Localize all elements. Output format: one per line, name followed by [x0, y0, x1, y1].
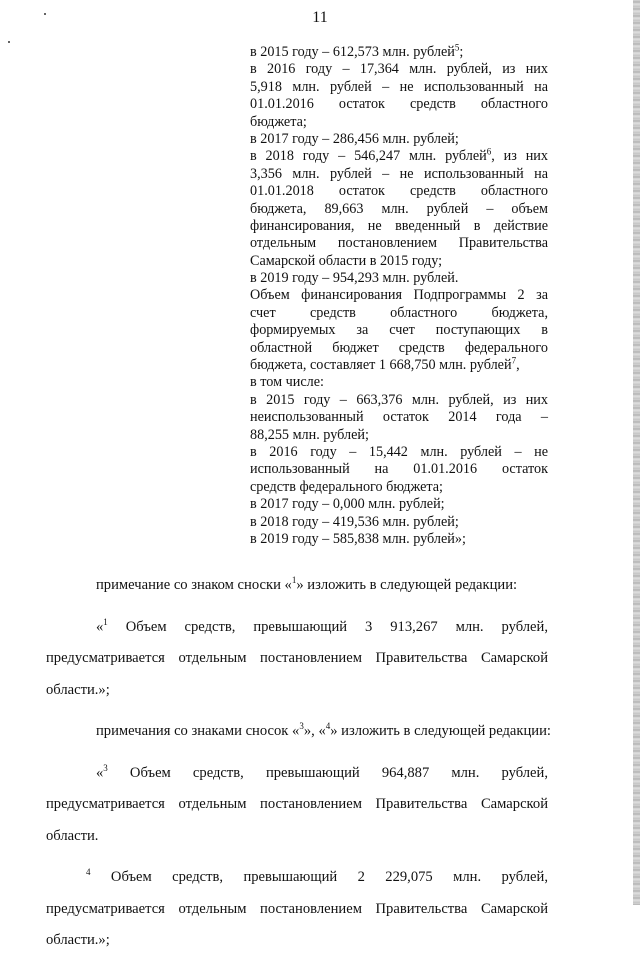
column-line: [250, 44, 548, 61]
column-line-text: 5,918 млн. рублей – не использованный на: [250, 78, 548, 95]
note4-line-3: области.»;: [46, 932, 110, 948]
note4-line-1: [46, 862, 548, 894]
column-line: [250, 61, 548, 78]
scan-speck: [44, 13, 46, 15]
note3-first-line: Объем средств, превышающий 964,887 млн. рублей,: [107, 764, 548, 781]
note1-line-2: предусматривается отдельным постановлением Правительства Самарской: [46, 650, 548, 666]
column-line-text: в 2017 году – 286,456 млн. рублей;: [250, 130, 459, 147]
footnote-mark: 3: [103, 762, 108, 773]
amendment-text: [46, 570, 551, 957]
note1-line-3: области.»;: [46, 681, 110, 698]
column-line-text: в 2019 году – 954,293 млн. рублей.: [250, 270, 459, 287]
footnote-mark: 6: [486, 146, 492, 157]
column-line: [250, 96, 548, 113]
footnote-mark: 1: [291, 575, 297, 586]
note1-first-line: Объем средств, превышающий 3 913,267 млн. рублей,: [107, 618, 548, 635]
column-line: [250, 322, 548, 339]
column-line: [250, 79, 548, 96]
column-line: [250, 340, 548, 357]
column-line: [250, 531, 548, 548]
column-line-text: счет средств областного бюджета,: [250, 304, 548, 321]
column-line: [250, 183, 548, 200]
quote-open: «: [96, 764, 104, 781]
column-line-text: в том числе:: [250, 374, 324, 391]
column-line-text: формируемых за счет поступающих в: [250, 322, 548, 339]
footnote-mark: 4: [325, 721, 331, 732]
column-line-text: бюджета, составляет 1 668,750 млн. рублей: [250, 357, 512, 374]
column-line: [250, 253, 548, 270]
column-line: [250, 305, 548, 322]
column-line: [250, 374, 548, 391]
note1-instruction-after: » изложить в следующей редакции:: [296, 577, 518, 593]
column-line-text: финансирования, не введенный в действие: [250, 217, 548, 234]
footnote-mark: 3: [299, 721, 304, 732]
column-line: [250, 131, 548, 148]
note4-line-2: предусматривается отдельным постановлением Правительства Самарской: [46, 900, 548, 917]
column-line-text: бюджета;: [250, 113, 307, 130]
scan-speck: [8, 41, 10, 43]
note34-instruction-after: » изложить в следующей редакции:: [330, 723, 551, 739]
column-line-text: 88,255 млн. рублей;: [250, 426, 369, 443]
column-line-text: в 2015 году – 612,573 млн. рублей: [250, 44, 455, 60]
column-line: [250, 409, 548, 426]
note34-instruction: [46, 716, 551, 748]
column-line: [250, 461, 548, 478]
note1-line-1: [46, 612, 548, 644]
column-line-text: в 2016 году – 15,442 млн. рублей – не: [250, 443, 548, 460]
column-line-text: 3,356 млн. рублей – не использованный на: [250, 165, 548, 182]
column-line-text: в 2018 году – 546,247 млн. рублей: [250, 148, 487, 165]
financing-column: [250, 44, 548, 548]
column-line-text: Самарской области в 2015 году;: [250, 252, 443, 269]
column-line-text: в 2016 году – 17,364 млн. рублей, из них: [250, 61, 548, 78]
column-line: [250, 392, 548, 409]
column-line-text: в 2015 году – 663,376 млн. рублей, из них: [250, 391, 548, 408]
column-line: [250, 287, 548, 304]
note4-first-line: Объем средств, превышающий 2 229,075 млн. рублей,: [90, 869, 548, 885]
scan-edge: [633, 0, 640, 905]
quote-open: «: [96, 618, 104, 635]
column-line: [250, 496, 548, 513]
column-line: [250, 148, 548, 165]
column-line-suffix: ;: [459, 44, 464, 60]
column-line: [250, 166, 548, 183]
page-number: 11: [312, 9, 328, 26]
column-line-text: 01.01.2018 остаток средств областного: [250, 183, 548, 200]
column-line-text: использованный на 01.01.2016 остаток: [250, 461, 548, 478]
note1-instruction-before: примечание со знаком сноски «: [96, 577, 292, 593]
column-line: [250, 514, 548, 531]
column-line: [250, 357, 548, 374]
footnote-mark: 7: [511, 355, 517, 366]
note3-line-2: предусматривается отдельным постановлением Правительства Самарской: [46, 796, 548, 812]
footnote-mark: 5: [454, 42, 460, 53]
note3-line-3: области.: [46, 827, 99, 844]
note34-instruction-middle: », «: [303, 723, 326, 739]
column-line: [250, 218, 548, 235]
column-line: [250, 427, 548, 444]
column-line: [250, 201, 548, 218]
column-line: [250, 479, 548, 496]
column-line-text: в 2017 году – 0,000 млн. рублей;: [250, 496, 445, 513]
column-line: [250, 235, 548, 252]
footnote-mark: 1: [103, 616, 108, 627]
column-line-text: средств федерального бюджета;: [250, 478, 443, 495]
column-line-text: в 2019 году – 585,838 млн. рублей»;: [250, 530, 466, 547]
column-line-text: неиспользованный остаток 2014 года –: [250, 409, 548, 426]
column-line-text: областной бюджет средств федерального: [250, 339, 548, 356]
note1-instruction: [46, 570, 548, 602]
note34-instruction-before: примечания со знаками сносок «: [96, 723, 300, 739]
column-line: [250, 444, 548, 461]
column-line-text: отдельным постановлением Правительства: [250, 235, 548, 252]
column-line-text: Объем финансирования Подпрограммы 2 за: [250, 287, 548, 304]
note3-line-1: [46, 758, 548, 790]
column-line-suffix: ,: [516, 357, 520, 374]
column-line-suffix: , из них: [491, 148, 548, 165]
column-line-text: в 2018 году – 419,536 млн. рублей;: [250, 513, 459, 530]
footnote-mark: 4: [86, 867, 91, 878]
column-line-text: бюджета, 89,663 млн. рублей – объем: [250, 200, 548, 217]
column-line: [250, 270, 548, 287]
column-line: [250, 114, 548, 131]
column-line-text: 01.01.2016 остаток средств областного: [250, 96, 548, 113]
